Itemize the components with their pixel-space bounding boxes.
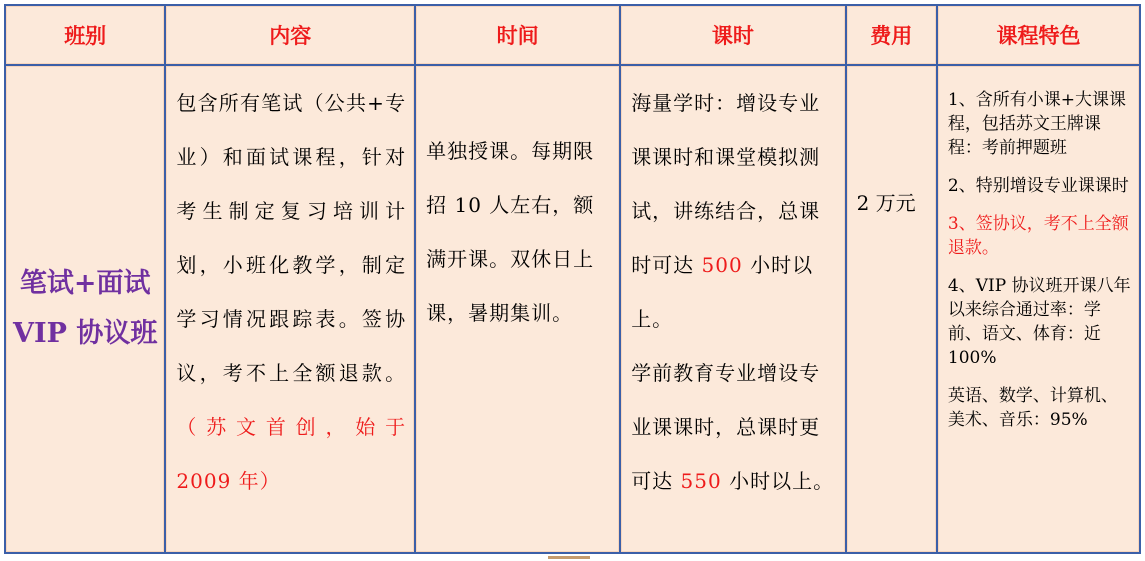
header-fee: 费用 (846, 5, 937, 65)
header-features: 课程特色 (937, 5, 1140, 65)
hours-paragraph-1 (631, 76, 836, 346)
hours-text-2a: 学前教育专业增设专业课课时，总课时更可达 (631, 361, 821, 493)
header-time: 时间 (415, 5, 620, 65)
header-row (5, 5, 1140, 65)
time-text: 单独授课。每期限招 10 人左右，额满开课。双休日上课，暑期集训。 (426, 139, 595, 325)
feature-item-1: 1、含所有小课+大课课程，包括苏文王牌课程：考前押题班 (947, 90, 1126, 158)
content-text: 包含所有笔试（公共+专业）和面试课程，针对考生制定复习培训计划，小班化教学，制定学习情况跟踪表。签协议，考不上全额退款。 (176, 91, 407, 385)
header-class: 班别 (5, 5, 165, 65)
feature-item-3: 3、签协议，考不上全额退款。 (947, 214, 1129, 258)
class-name-line1: 笔试+面试 (19, 268, 151, 299)
class-name-cell (5, 65, 165, 553)
features-cell (937, 65, 1140, 553)
hours-text-2b: 小时以上。 (721, 469, 835, 493)
hours-cell (620, 65, 845, 553)
content-highlight: （苏文首创，始于 2009 年） (176, 415, 407, 493)
hours-text-1b: 小时以上。 (631, 253, 814, 331)
class-name-line2: VIP 协议班 (13, 318, 158, 349)
time-cell (415, 65, 620, 553)
bottom-divider-mark (548, 556, 590, 559)
table-row (5, 65, 1140, 553)
hours-text-1a: 海量学时：增设专业课课时和课堂模拟测试，讲练结合，总课时可达 (631, 91, 821, 277)
content-cell (165, 65, 415, 553)
course-table (4, 4, 1141, 554)
header-content: 内容 (165, 5, 415, 65)
feature-item-2: 2、特别增设专业课课时 (947, 176, 1129, 196)
hours-number-2: 550 (680, 469, 722, 493)
feature-item-5: 英语、数学、计算机、美术、音乐：95% (947, 386, 1118, 430)
hours-paragraph-2 (631, 346, 836, 508)
feature-item-4: 4、VIP 协议班开课八年以来综合通过率：学前、语文、体育：近 100% (947, 276, 1131, 368)
hours-number-1: 500 (701, 253, 743, 277)
header-hours: 课时 (620, 5, 845, 65)
fee-cell (846, 65, 937, 553)
fee-text: 2 万元 (856, 191, 916, 215)
